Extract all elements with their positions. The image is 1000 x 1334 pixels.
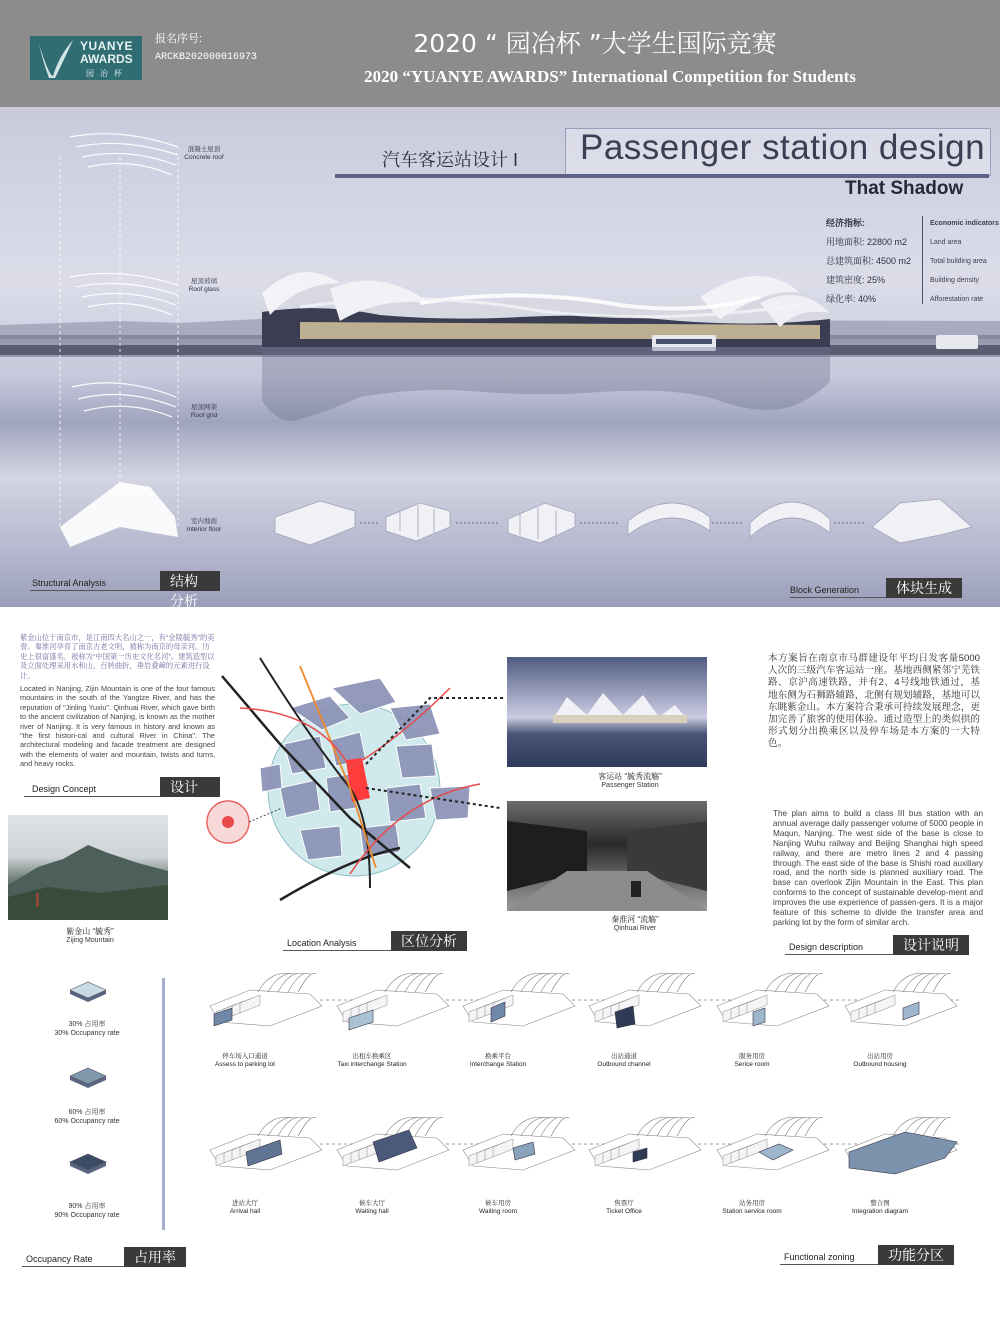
economic-row-en: Afforestation rate	[930, 296, 984, 303]
zoning-diagram	[717, 1117, 829, 1170]
concept-text-en: Located in Nanjing, Zijin Mountain is one of the four famous mountains in the south of the Yangtze River, and has the reputation of "Jinling Yuxiu". Qinhuai River, which gave birth to the ancient civilization of Nanjing, is known as the mother river of Nanjing. It is very famous in history and known as "the first histori-cal and cultural River in China". The architectural modeling and facade treatment are designed with the elements of water and mountain, twists and turns, and heavy rocks.	[20, 684, 215, 769]
tag-en: Location Analysis	[287, 938, 357, 948]
tag-cn: 区位分析	[391, 931, 467, 951]
zone-label-cn: 整合图	[870, 1200, 890, 1207]
tag-en: Block Generation	[790, 585, 860, 595]
river-illustration	[507, 801, 707, 911]
zone-label-cn: 站务用房	[739, 1200, 765, 1207]
zone-label-en: Outbound channel	[597, 1061, 651, 1068]
zoning-diagram	[337, 973, 449, 1030]
occupancy-swatches	[58, 972, 118, 1202]
logo-text-yuanye: YUANYE	[80, 39, 134, 53]
zone-label-en: Arrival hall	[229, 1208, 261, 1215]
tag-cn: 设计理念	[160, 777, 220, 797]
competition-title-en: 2020 “YUANYE AWARDS” International Competition for Students	[364, 67, 856, 86]
logo-swoosh-icon	[33, 36, 77, 80]
zone-label-cn: 进站大厅	[232, 1200, 258, 1207]
zone-label-en: Waiting hall	[355, 1208, 389, 1215]
functional-zone-label	[312, 1053, 432, 1069]
zone-label-cn: 候车用房	[485, 1200, 511, 1207]
concept-text-cn: 紫金山位于南京市，是江南四大名山之一，有“金陵毓秀”的美誉。秦淮河孕育了南京古老文明，被称为南京的母亲河。历史上很富盛名，被称为“中国第一历史文化名河”。建筑造型以及立面处理采用水和山，百转曲折，垂岩叠嶂的元素进行设计。	[20, 633, 215, 680]
tag-underline	[283, 950, 391, 951]
caption-en: Qinhuai River	[613, 925, 657, 932]
tag-underline	[24, 796, 160, 797]
zoning-diagram	[337, 1117, 449, 1170]
project-title: Passenger station design	[580, 128, 986, 167]
tag-underline	[30, 590, 160, 591]
mountain-illustration	[8, 815, 168, 920]
logo-text-awards: AWARDS	[80, 52, 133, 66]
occupancy-divider	[162, 978, 165, 1230]
economic-row-en: Total building area	[930, 258, 987, 265]
economic-heading-en: Economic indicators	[930, 220, 999, 227]
passenger-station-photo	[507, 657, 707, 767]
zoning-diagram	[463, 1117, 575, 1170]
layer-label-cn: 屋顶网架	[191, 404, 217, 411]
caption-cn: 客运站 “毓秀流觞”	[598, 772, 662, 781]
zoning-diagram	[589, 973, 701, 1028]
zone-label-en: Ticket Office	[606, 1208, 642, 1215]
layer-label-cn: 混凝土屋顶	[187, 146, 221, 153]
layer-label-en: Roof grid	[190, 412, 218, 419]
block-generation-tag	[790, 578, 980, 598]
economic-heading-cn: 经济指标:	[826, 218, 865, 228]
layer-label-en: Roof glass	[188, 286, 220, 293]
competition-title-cn: 2020 “ 园冶杯 ”大学生国际竞赛	[413, 29, 777, 58]
occupancy-label	[42, 1202, 132, 1220]
location-analysis-tag	[283, 931, 483, 951]
caption-cn: 秦淮河 “流觞”	[611, 915, 659, 924]
economic-divider	[922, 216, 923, 304]
tag-en: Occupancy Rate	[26, 1254, 93, 1264]
occupancy-label-cn: 60% 占用率	[68, 1109, 106, 1116]
project-subtitle-cn: 汽车客运站设计 I	[382, 150, 519, 170]
zoning-diagram	[845, 973, 957, 1026]
economic-row: 绿化率: 40%	[826, 294, 877, 304]
functional-zoning-tag	[780, 1245, 980, 1265]
layer-label	[164, 518, 244, 534]
functional-zone-label	[564, 1053, 684, 1069]
occupancy-label-en: 30% Occupancy rate	[54, 1030, 120, 1037]
design-description-tag	[785, 935, 980, 955]
occupancy-label-cn: 30% 占用率	[68, 1021, 106, 1028]
station-illustration	[507, 657, 707, 767]
location-map	[200, 648, 510, 908]
caption-cn: 紫金山 “毓秀”	[66, 927, 114, 936]
description-text-cn: 本方案旨在南京市马群建设年平均日发客量5000人次的三级汽车客运站一座。基地西侧紧邻宁芜铁路、京沪高速铁路，并有2、4号线地铁通过，基地东侧为石狮路辅路，北侧有规划辅路，基地可以东眺紫金山。本方案符合秉承可持续发展理念，更加完善了旅客的使用体验。通过造型上的类似拱的形式划分出换乘区以及停车场是本方案的一大特色。	[768, 653, 980, 750]
zone-label-cn: 停车场入口通道	[222, 1053, 268, 1060]
functional-zoning-diagrams	[200, 960, 990, 1190]
logo-text-cn: 园冶杯	[86, 69, 128, 78]
tag-en: Design description	[789, 942, 864, 952]
tag-underline	[780, 1264, 878, 1265]
qinhuai-river-photo	[507, 801, 707, 911]
tag-cn: 结构分析	[160, 571, 220, 591]
zoning-diagram	[717, 973, 829, 1026]
functional-zone-label	[564, 1200, 684, 1216]
layer-label	[164, 404, 244, 420]
functional-zone-label	[438, 1200, 558, 1216]
economic-row: 建筑密度: 25%	[826, 275, 886, 285]
occupancy-label	[42, 1020, 132, 1038]
economic-row-en: Land area	[930, 239, 962, 246]
zijin-mountain-caption	[20, 926, 160, 944]
zoning-diagram	[210, 973, 322, 1026]
zoning-diagram	[589, 1117, 701, 1170]
zone-label-cn: 服务用房	[739, 1053, 765, 1060]
economic-row: 总建筑面积: 4500 m2	[826, 256, 912, 266]
tag-cn: 功能分区	[878, 1245, 954, 1265]
design-concept-tag	[30, 777, 220, 815]
structural-analysis-tag	[30, 571, 220, 609]
zone-label-en: Assess to parking lot	[215, 1061, 275, 1068]
description-text-en: The plan aims to build a class III bus station with an annual average daily passenger volume of 5000 people in Maqun, Nanjing. The west side of the base is close to Nanjing Wuhu railway and Beijing Shanghai high speed railway, and there are metro lines 2 and 4 passing through. The east side of the base is Shishi road auxiliary road, and the north side is planned auxiliary road. The base can overlook Zijin Mountain in the East. This plan conforms to the concept of sustainable develop-ment and improves the use experience of passen-gers. It is a major feature of this scheme to divide the transfer area and parking lot by the form of similar arch.	[773, 809, 983, 927]
functional-zone-label	[438, 1053, 558, 1069]
economic-row-en: Building density	[930, 277, 980, 284]
layer-label-en: Concrete roof	[184, 154, 224, 161]
zone-label-cn: 候车大厅	[359, 1200, 385, 1207]
layer-label-en: Interior floor	[186, 526, 222, 533]
registration-label: 报名序号:	[155, 33, 203, 45]
zone-label-cn: 出站用房	[867, 1053, 893, 1060]
caption-en: Zijing Mountain	[66, 937, 114, 944]
qinhuai-river-caption	[565, 914, 705, 932]
occupancy-label-en: 60% Occupancy rate	[54, 1118, 120, 1125]
tag-en: Structural Analysis	[32, 578, 107, 588]
functional-zone-label	[692, 1200, 812, 1216]
tag-cn: 设计说明	[893, 935, 969, 955]
functional-zone-label	[185, 1200, 305, 1216]
zone-label-en: Station service room	[722, 1208, 782, 1215]
zone-label-en: Waiting room	[478, 1208, 518, 1215]
layer-label	[164, 146, 244, 162]
zone-label-cn: 出租车换乘区	[352, 1053, 392, 1060]
functional-zone-label	[820, 1053, 940, 1069]
tag-underline	[22, 1266, 124, 1267]
tag-en: Design Concept	[32, 784, 97, 794]
layer-label-cn: 室内地面	[191, 518, 217, 525]
registration-code: ARCKB202000016973	[155, 52, 258, 63]
zone-label-en: Interchange Station	[469, 1061, 527, 1068]
zone-label-en: Outbound housing	[853, 1061, 907, 1068]
zone-label-en: Taxi interchange Station	[337, 1061, 407, 1068]
zoning-diagram	[845, 1117, 957, 1174]
zone-label-en: Serice room	[734, 1061, 770, 1068]
yuanye-logo	[30, 36, 142, 80]
zijin-mountain-photo	[8, 815, 168, 920]
passenger-station-caption	[560, 771, 700, 789]
tag-cn: 体块生成	[886, 578, 962, 598]
occupancy-rate-tag	[22, 1247, 222, 1267]
occupancy-label	[42, 1108, 132, 1126]
functional-zone-label	[312, 1200, 432, 1216]
zone-label-cn: 出站通道	[611, 1053, 637, 1060]
project-tagline: That Shadow	[845, 178, 964, 199]
zone-label-en: Integration diagram	[851, 1208, 908, 1215]
zone-label-cn: 换乘平台	[485, 1053, 511, 1060]
occupancy-label-cn: 90% 占用率	[68, 1203, 106, 1210]
zone-label-cn: 售票厅	[614, 1200, 634, 1207]
zoning-diagram	[463, 973, 575, 1026]
layer-label	[164, 278, 244, 294]
functional-zone-label	[692, 1053, 812, 1069]
tag-underline	[785, 954, 893, 955]
tag-underline	[790, 597, 886, 598]
layer-label-cn: 屋顶玻璃	[191, 278, 217, 285]
caption-en: Passenger Station	[601, 782, 659, 789]
economic-indicators-cn	[826, 214, 911, 309]
tag-en: Functional zoning	[784, 1252, 855, 1262]
occupancy-label-en: 90% Occupancy rate	[54, 1212, 120, 1219]
zoning-diagram	[210, 1117, 322, 1170]
economic-indicators-en	[930, 214, 999, 309]
functional-zone-label	[185, 1053, 305, 1069]
economic-row: 用地面积: 22800 m2	[826, 237, 908, 247]
functional-zone-label	[820, 1200, 940, 1216]
header-bar	[0, 0, 1000, 107]
tag-cn: 占用率	[124, 1247, 186, 1267]
